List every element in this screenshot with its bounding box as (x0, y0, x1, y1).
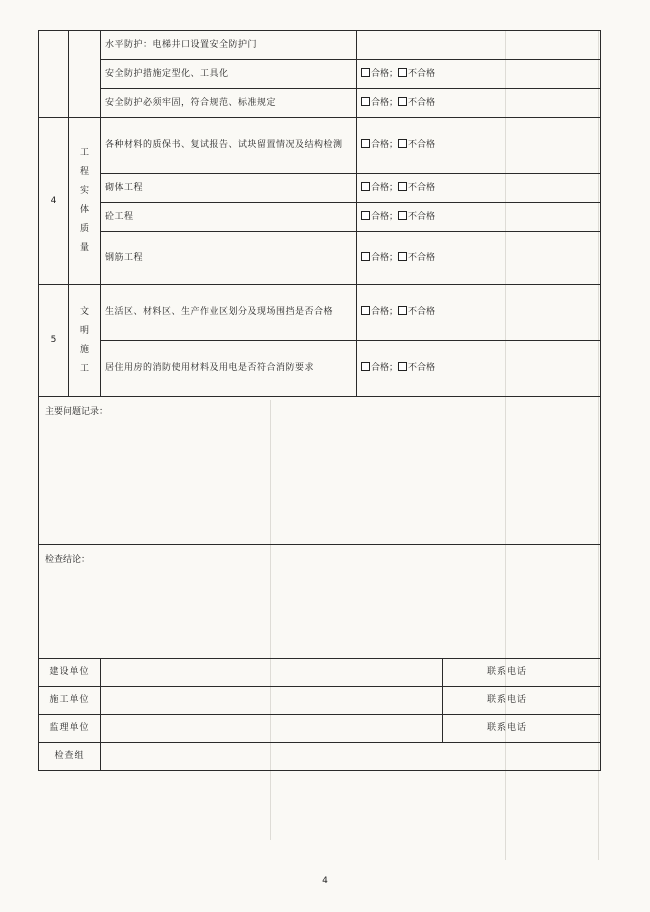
fail-label: 不合格 (408, 68, 436, 79)
pass-label: 合格 (371, 182, 390, 193)
table-row (39, 397, 601, 545)
pass-label: 合格 (371, 68, 390, 79)
checkbox-pass[interactable] (361, 211, 370, 220)
result-cell (357, 203, 601, 232)
separator: ； (389, 363, 399, 373)
category-name-cell (69, 31, 101, 118)
checkbox-fail[interactable] (398, 97, 407, 106)
signoff-value[interactable] (101, 687, 443, 715)
phone-label: 联系电话 (443, 715, 601, 743)
table-row (39, 285, 601, 341)
checkbox-pass[interactable] (361, 139, 370, 148)
check-item: 生活区、材料区、生产作业区划分及现场围挡是否合格 (101, 285, 357, 341)
result-cell (357, 285, 601, 341)
result-cell (357, 60, 601, 89)
category-name-char: 明 (79, 325, 89, 336)
check-item: 各种材料的质保书、复试报告、试块留置情况及结构检测 (101, 118, 357, 174)
result-cell-empty (357, 31, 601, 60)
check-item: 居住用房的消防使用材料及用电是否符合消防要求 (101, 341, 357, 397)
pass-label: 合格 (371, 307, 390, 317)
checkbox-pass[interactable] (361, 306, 370, 315)
table-row (39, 31, 601, 60)
check-item: 钢筋工程 (101, 232, 357, 285)
checkbox-fail[interactable] (398, 68, 407, 77)
table-row (39, 232, 601, 285)
table-row (39, 203, 601, 232)
category-name-char: 实 (79, 186, 89, 196)
table-row (39, 60, 601, 89)
signoff-label: 监理单位 (39, 715, 101, 743)
fail-label: 不合格 (408, 182, 436, 193)
category-name-char: 程 (79, 167, 89, 177)
fail-label: 不合格 (408, 140, 436, 150)
result-cell (357, 89, 601, 118)
pass-label: 合格 (371, 140, 390, 150)
checkbox-pass[interactable] (361, 362, 370, 371)
result-cell (357, 118, 601, 174)
table-row (39, 118, 601, 174)
main-issues-label: 主要问题记录： (45, 407, 109, 417)
signoff-value[interactable] (101, 715, 443, 743)
phone-label: 联系电话 (443, 659, 601, 687)
checkbox-fail[interactable] (398, 252, 407, 261)
signoff-value[interactable] (101, 659, 443, 687)
category-name-char: 工 (79, 148, 89, 158)
category-name-char: 文 (79, 306, 89, 317)
checkbox-pass[interactable] (361, 182, 370, 191)
category-name-char: 体 (79, 205, 89, 215)
separator: ； (389, 97, 399, 108)
fail-label: 不合格 (408, 211, 436, 222)
checkbox-fail[interactable] (398, 211, 407, 220)
checkbox-fail[interactable] (398, 139, 407, 148)
category-number: 4 (39, 118, 69, 285)
category-name-char: 施 (79, 344, 89, 355)
separator: ； (389, 211, 399, 222)
checkbox-fail[interactable] (398, 362, 407, 371)
separator: ； (389, 140, 399, 150)
signoff-label: 施工单位 (39, 687, 101, 715)
separator: ； (389, 68, 399, 79)
category-name-char: 质 (79, 224, 89, 234)
category-name-vertical (69, 118, 101, 285)
checkbox-fail[interactable] (398, 306, 407, 315)
conclusion-label: 检查结论： (45, 555, 91, 565)
signoff-label: 检查组 (39, 743, 101, 771)
checkbox-pass[interactable] (361, 252, 370, 261)
table-row (39, 545, 601, 659)
pass-label: 合格 (371, 252, 390, 263)
pass-label: 合格 (371, 363, 390, 373)
conclusion-area[interactable] (39, 545, 601, 659)
phone-label: 联系电话 (443, 687, 601, 715)
signoff-row (39, 659, 601, 687)
check-item: 水平防护：电梯井口设置安全防护门 (101, 31, 357, 60)
category-number-cell (39, 31, 69, 118)
pass-label: 合格 (371, 97, 390, 108)
page-number: 4 (322, 876, 328, 886)
fail-label: 不合格 (408, 363, 436, 373)
signoff-row (39, 715, 601, 743)
inspection-form-table (38, 30, 601, 771)
check-item: 砼工程 (101, 203, 357, 232)
check-item: 安全防护必须牢固，符合规范、标准规定 (101, 89, 357, 118)
separator: ； (389, 252, 399, 263)
fail-label: 不合格 (408, 97, 436, 108)
category-name-char: 工 (79, 363, 89, 374)
checkbox-pass[interactable] (361, 68, 370, 77)
fail-label: 不合格 (408, 307, 436, 317)
pass-label: 合格 (371, 211, 390, 222)
signoff-row (39, 743, 601, 771)
category-number: 5 (39, 285, 69, 397)
signoff-value[interactable] (101, 743, 601, 771)
main-issues-area[interactable] (39, 397, 601, 545)
result-cell (357, 174, 601, 203)
signoff-row (39, 687, 601, 715)
table-row (39, 174, 601, 203)
category-name-vertical (69, 285, 101, 397)
table-row (39, 89, 601, 118)
separator: ； (389, 307, 399, 317)
table-row (39, 341, 601, 397)
result-cell (357, 341, 601, 397)
checkbox-pass[interactable] (361, 97, 370, 106)
separator: ； (389, 182, 399, 193)
result-cell (357, 232, 601, 285)
category-name-char: 量 (79, 243, 89, 253)
check-item: 安全防护措施定型化、工具化 (101, 60, 357, 89)
checkbox-fail[interactable] (398, 182, 407, 191)
check-item: 砌体工程 (101, 174, 357, 203)
signoff-label: 建设单位 (39, 659, 101, 687)
fail-label: 不合格 (408, 252, 436, 263)
